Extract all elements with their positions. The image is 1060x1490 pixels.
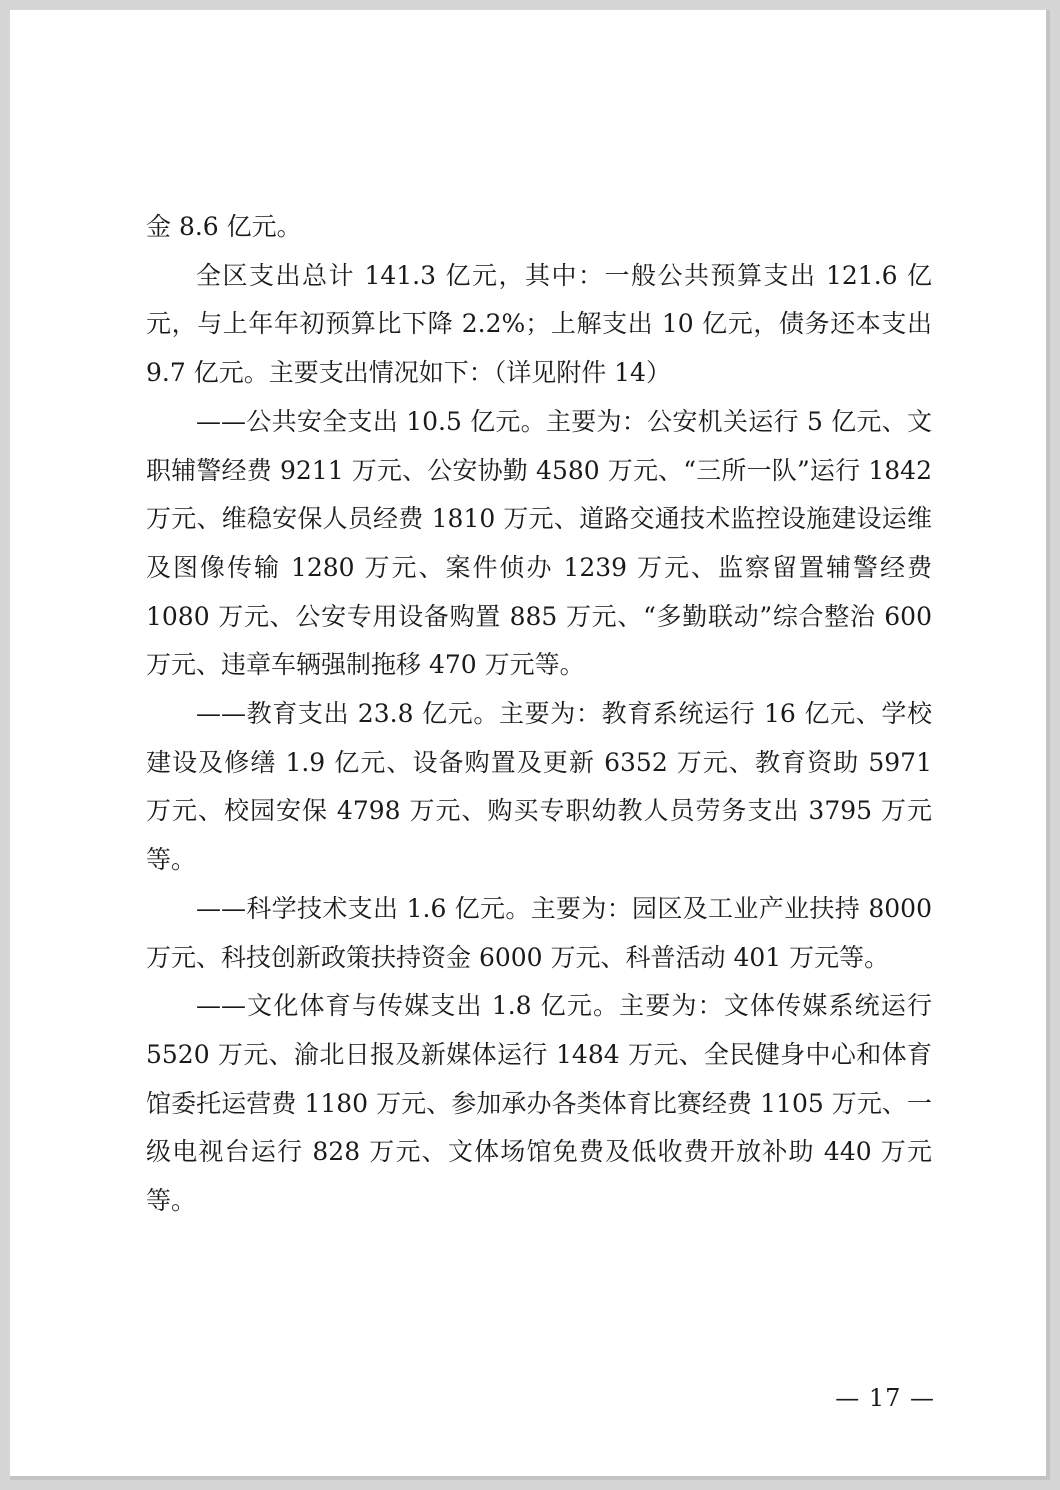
paragraph-5: ——科学技术支出 1.6 亿元。主要为：园区及工业产业扶持 8000 万元、科技创新政策扶持资金 6000 万元、科普活动 401 万元等。 [146,893,932,972]
paragraph-1: 金 8.6 亿元。 [146,212,302,241]
paragraph-4: ——教育支出 23.8 亿元。主要为：教育系统运行 16 亿元、学校建设及修缮 1.9 亿元、设备购置及更新 6352 万元、教育资助 5971 万元、校园安保 4798 万元、购买专职幼教人员劳务支出 3795 万元等。 [146,699,932,875]
body-text [146,203,932,1226]
paragraph-3: ——公共安全支出 10.5 亿元。主要为：公安机关运行 5 亿元、文职辅警经费 9211 万元、公安协勤 4580 万元、“三所一队”运行 1842 万元、维稳安保人员经费 1810 万元、道路交通技术监控设施建设运维及图像传输 1280 万元、案件侦办 1239 万元、监察留置辅警经费 1080 万元、公安专用设备购置 885 万元、“多勤联动”综合整治 600 万元、违章车辆强制拖移 470 万元等。 [146,406,932,680]
paragraph-6: ——文化体育与传媒支出 1.8 亿元。主要为：文体传媒系统运行 5520 万元、渝北日报及新媒体运行 1484 万元、全民健身中心和体育馆委托运营费 1180 万元、参加承办各类体育比赛经费 1105 万元、一级电视台运行 828 万元、文体场馆免费及低收费开放补助 440 万元等。 [146,991,932,1216]
paragraph-2: 全区支出总计 141.3 亿元，其中：一般公共预算支出 121.6 亿元，与上年年初预算比下降 2.2%；上解支出 10 亿元，债务还本支出 9.7 亿元。主要支出情况如下：（详见附件 14） [146,260,932,388]
page-number: — 17 — [835,1384,935,1412]
document-page [10,10,1050,1480]
